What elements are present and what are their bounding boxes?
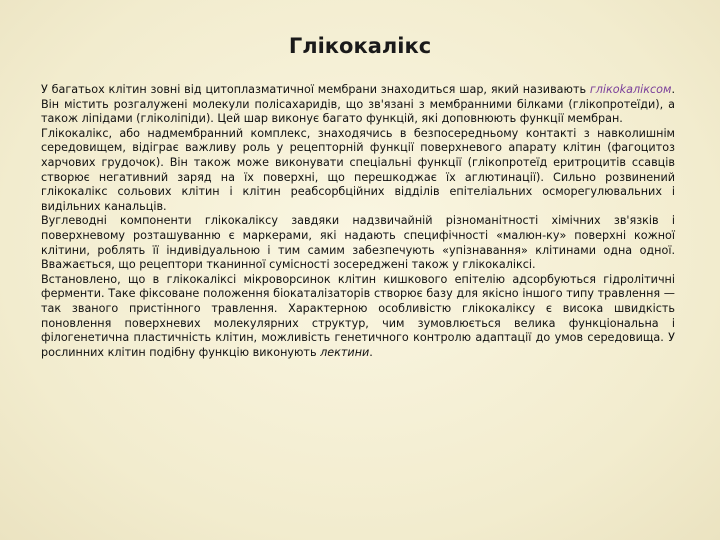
paragraph-1 [41,83,675,127]
paragraph-1-text: У багатьох клітин зовні від цитоплазматичної мембрани знаходиться шар, який називають [41,83,590,96]
slide-body [41,83,675,360]
paragraph-1-text-cont: . Він містить розгалужені молекули полісахаридів, що зв'язані з мембранними білками (глікопротеїди), а також ліпідами (гліколіпіди). Цей шар виконує багато функцій, які доповнюють функції мембран. [41,83,675,126]
slide-title: Глікокалікс [288,34,432,58]
paragraph-4-end: . [369,345,373,359]
paragraph-3: Вуглеводні компоненти глікокаліксу завдяки надзвичайній різноманітності хімічних зв'язків і поверхневому розташуванню є маркерами, які надають специфічності «малюн-ку» поверхні кожної клітини, роблять її індивідуальною і тим самим забезпечують «упізнавання» клітинами одна одної. Вважається, що рецептори тканинної сумісності зосереджені також у глікокаліксі. [41,214,675,272]
paragraph-2: Глікокалікс, або надмембранний комплекс, знаходячись в безпосередньому контакті з навколишнім середовищем, відіграє важливу роль у рецепторній функції поверхневого апарату клітин (фагоцитоз харчових грудочок). Він також може виконувати спеціальні функції (глікопротеїд еритроцитів ссавців створює негативний заряд на їх поверхні, що перешкоджає їх аглютинації). Сильно розвинений глікокалікс сольових клітин і клітин реабсорбційних відділів епітеліальних осморегулювальних і видільних канальців. [41,126,675,213]
paragraph-4-text: Встановлено, що в глікокаліксі мікроворсинок клітин кишкового епітелію адсорбуються гідролітичні ферменти. Таке фіксоване положення біокаталізаторів створює базу для якісно іншого типу травлення — так званого пристінного травлення. Характерною особливістю глікокаліксу є висока швидкість поновлення поверхневих молекулярних структур, чим зумовлюється велика функціональна і філогенетична пластичність клітин, можливість генетичного контролю адаптації до умов середовища. У рослинних клітин подібну функцію виконують [41,272,675,359]
paragraph-4 [41,273,675,361]
italic-term: лектини [320,345,370,359]
highlighted-term: глікоkаліксом [589,83,672,96]
